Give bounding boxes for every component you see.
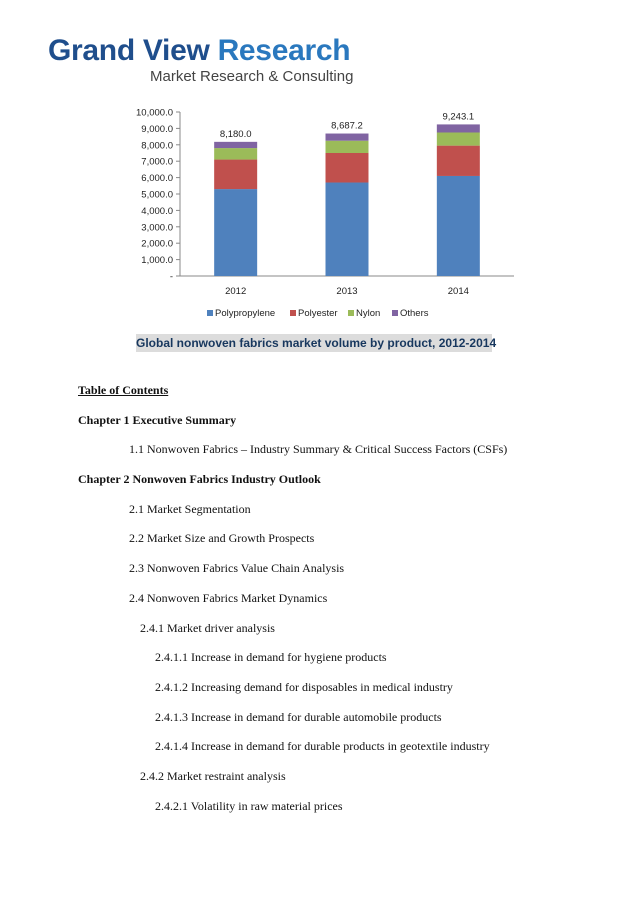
total-label-2012: 8,180.0 <box>219 128 252 140</box>
toc-item-2-3: 2.3 Nonwoven Fabrics Value Chain Analysis <box>129 561 345 576</box>
bar-polypropylene-2012 <box>214 189 257 276</box>
legend-swatch-polypropylene <box>207 310 213 316</box>
total-label-2013: 8,687.2 <box>331 120 363 132</box>
y-tick-label: 4,000.0 <box>141 205 173 217</box>
y-tick-label: - <box>169 271 173 283</box>
x-tick-label-2012: 2012 <box>225 286 247 297</box>
y-tick-label: 9,000.0 <box>141 123 173 135</box>
toc-heading: Table of Contents <box>78 383 169 397</box>
stacked-bar-chart <box>100 100 530 328</box>
logo-name <box>48 34 350 68</box>
toc-item-2-4-1-2: 2.4.1.2 Increasing demand for disposables in medical industry <box>155 679 453 694</box>
toc-item-2-4-1-1: 2.4.1.1 Increase in demand for hygiene products <box>155 650 387 665</box>
toc-item-2-4-2-1: 2.4.2.1 Volatility in raw material prices <box>155 798 343 813</box>
logo-name-part1: Grand View <box>48 34 210 67</box>
toc-item-1-1: 1.1 Nonwoven Fabrics – Industry Summary & Critical Success Factors (CSFs) <box>129 442 508 457</box>
legend-label-polyester: Polyester <box>298 308 338 319</box>
logo-name-part2: Research <box>217 34 351 67</box>
bar-polypropylene-2014 <box>437 176 480 276</box>
y-tick-label: 2,000.0 <box>141 238 173 250</box>
toc-item-2-4: 2.4 Nonwoven Fabrics Market Dynamics <box>129 590 328 605</box>
bar-nylon-2012 <box>214 148 257 159</box>
bar-polyester-2013 <box>326 153 369 183</box>
y-tick-label: 7,000.0 <box>141 156 173 168</box>
bar-others-2013 <box>326 134 369 141</box>
toc-item-2-1: 2.1 Market Segmentation <box>129 501 251 516</box>
legend-label-others: Others <box>400 308 429 319</box>
bar-polyester-2012 <box>214 160 257 190</box>
toc-chapter-1: Chapter 1 Executive Summary <box>78 412 237 427</box>
x-tick-label-2014: 2014 <box>447 286 469 297</box>
bar-others-2012 <box>214 142 257 148</box>
bar-polyester-2014 <box>437 146 480 176</box>
y-tick-label: 10,000.0 <box>136 107 173 119</box>
table-of-contents <box>78 381 618 826</box>
y-tick-label: 5,000.0 <box>141 189 173 201</box>
y-tick-label: 3,000.0 <box>141 222 173 234</box>
bar-nylon-2013 <box>326 141 369 153</box>
total-label-2014: 9,243.1 <box>442 111 475 123</box>
chart-caption: Global nonwoven fabrics market volume by product, 2012-2014 <box>136 336 497 350</box>
legend-swatch-polyester <box>290 310 296 316</box>
bar-nylon-2014 <box>437 133 480 146</box>
legend-swatch-others <box>392 310 398 316</box>
company-logo <box>48 34 354 85</box>
logo-tagline: Market Research & Consulting <box>150 68 354 85</box>
x-tick-label-2013: 2013 <box>336 286 358 297</box>
toc-item-2-4-2: 2.4.2 Market restraint analysis <box>140 768 286 783</box>
bar-polypropylene-2013 <box>326 183 369 276</box>
y-tick-label: 6,000.0 <box>141 173 173 185</box>
y-tick-label: 1,000.0 <box>141 255 173 267</box>
y-tick-label: 8,000.0 <box>141 140 173 152</box>
legend-label-polypropylene: Polypropylene <box>215 308 276 319</box>
legend-swatch-nylon <box>348 310 354 316</box>
toc-chapter-2: Chapter 2 Nonwoven Fabrics Industry Outlook <box>78 472 321 487</box>
toc-item-2-4-1: 2.4.1 Market driver analysis <box>140 620 275 635</box>
bar-others-2014 <box>437 124 480 132</box>
toc-item-2-4-1-3: 2.4.1.3 Increase in demand for durable automobile products <box>155 709 442 724</box>
legend-label-nylon: Nylon <box>356 308 381 319</box>
toc-item-2-4-1-4: 2.4.1.4 Increase in demand for durable products in geotextile industry <box>155 739 490 754</box>
toc-item-2-2: 2.2 Market Size and Growth Prospects <box>129 531 315 546</box>
